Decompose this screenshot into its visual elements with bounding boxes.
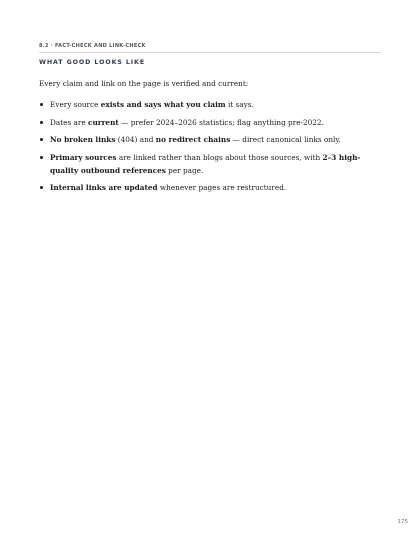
bullet-icon [40,121,43,124]
text-run: — direct canonical links only. [230,135,341,144]
list-item [39,116,384,129]
bold-text-run: 2–3 high-quality outbound references [50,152,361,175]
page-number: 175 [397,519,408,525]
running-header: 8.2 · FACT-CHECK AND LINK-CHECK [39,43,146,49]
list-item [39,133,384,146]
bold-text-run: no redirect chains [155,135,231,144]
bullet-icon [40,186,43,189]
list-item [39,151,384,177]
bullet-icon [40,156,43,159]
bullet-icon [40,103,43,106]
text-run: — prefer 2024–2026 statistics; flag anything pre-2022. [118,117,324,127]
bold-text-run: Primary sources [50,152,117,162]
text-run: Dates are [50,117,88,127]
text-run: are linked rather than blogs about those sources, with [116,152,323,162]
bold-text-run: exists and says what you claim [100,100,226,109]
bold-text-run: Internal links are updated [50,183,158,192]
text-run: Every source [50,100,101,109]
text-run: it says. [225,100,254,109]
bold-text-run: No broken links [50,135,116,144]
text-run: (404) and [115,135,156,144]
text-run: whenever pages are restructured. [157,183,287,192]
bullet-icon [40,138,43,141]
header-divider [39,52,381,53]
bold-text-run: current [88,117,119,127]
section-heading: WHAT GOOD LOOKS LIKE [39,59,146,66]
list-item [39,181,384,194]
text-run: per page. [165,165,204,175]
intro-paragraph: Every claim and link on the page is verified and current: [39,79,249,88]
list-item [39,98,384,111]
bullet-list [39,98,384,199]
